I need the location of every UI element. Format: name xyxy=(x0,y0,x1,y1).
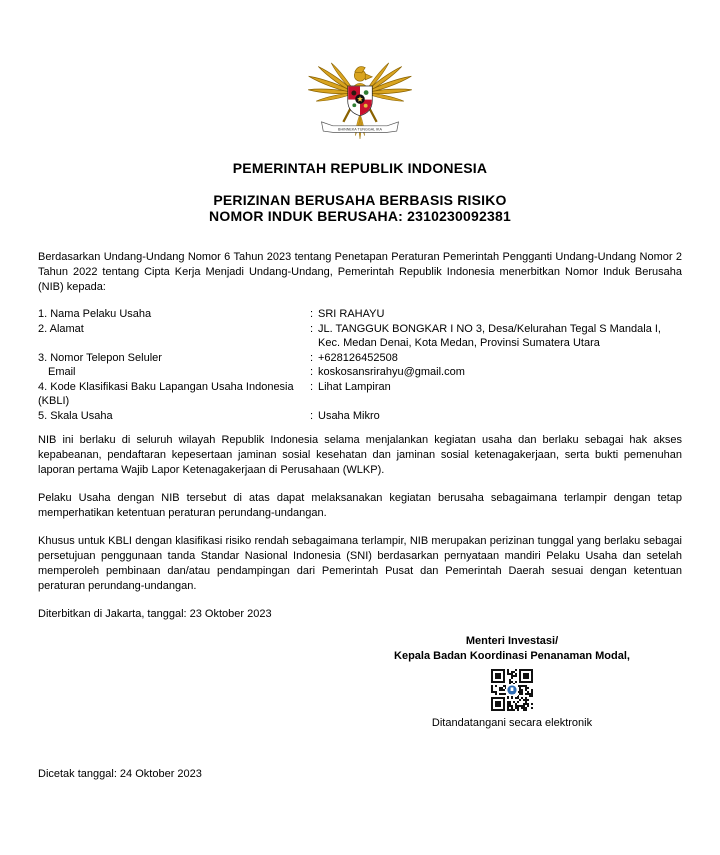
qr-code-signature xyxy=(491,669,533,711)
electronic-signature-note: Ditandatangani secara elektronik xyxy=(431,717,593,729)
field-separator: : xyxy=(310,380,314,393)
business-fields xyxy=(38,307,682,423)
field-value: JL. TANGGUK BONGKAR I NO 3, Desa/Kelurahan Tegal S Mandala I, Kec. Medan Denai, Kota Medan, Provinsi Sumatera Utara xyxy=(318,322,661,349)
field-label: 2. Alamat xyxy=(38,322,84,335)
garuda-pancasila-emblem xyxy=(307,44,413,142)
motto-text: BHINNEKA TUNGGAL IKA xyxy=(338,127,382,132)
issued-line: Diterbitkan di Jakarta, tanggal: 23 Oktober 2023 xyxy=(38,608,272,620)
field-label: 5. Skala Usaha xyxy=(38,409,113,422)
field-separator: : xyxy=(310,409,314,422)
nib-number-line: NOMOR INDUK BERUSAHA: 2310230092381 xyxy=(209,208,511,224)
field-value: koskosansrirahyu@gmail.com xyxy=(318,366,465,378)
field-value: SRI RAHAYU xyxy=(318,308,385,320)
field-row-email xyxy=(38,365,682,380)
field-row-skala-usaha xyxy=(38,409,682,424)
field-label: Email xyxy=(48,366,76,378)
shield-chain-symbol xyxy=(364,104,368,108)
field-separator: : xyxy=(310,322,314,335)
validity-paragraph: NIB ini berlaku di seluruh wilayah Republik Indonesia selama menjalankan kegiatan usaha dan berlaku sebagai hak akses kepabeanan, pendaftaran kepesertaan jaminan sosial kesehatan dan jaminan sosial ketenagakerjaan, serta bukti pemenuhan laporan pertama Wajib Lapor Ketenagakerjaan di Perusahaan (WLKP). xyxy=(38,434,682,476)
field-separator: : xyxy=(310,366,314,378)
shield-rice-cotton-symbol xyxy=(352,103,356,107)
emblem-container xyxy=(38,44,682,142)
pelaku-usaha-paragraph: Pelaku Usaha dengan NIB tersebut di atas dapat melaksanakan kegiatan berusaha sebagaimana terlampir dengan tetap memperhatikan ketentuan peraturan perundang-undangan. xyxy=(38,492,682,519)
shield-bull-symbol xyxy=(351,91,356,96)
government-title: PEMERINTAH REPUBLIK INDONESIA xyxy=(232,160,488,176)
field-row-nama-pelaku-usaha xyxy=(38,307,682,322)
field-row-alamat xyxy=(38,322,682,351)
field-label: 4. Kode Klasifikasi Baku Lapangan Usaha Indonesia (KBLI) xyxy=(38,380,294,407)
field-row-kbli xyxy=(38,380,682,409)
document-title: PERIZINAN BERUSAHA BERBASIS RISIKO xyxy=(213,192,507,208)
signatory-title-line2: Kepala Badan Koordinasi Penanaman Modal, xyxy=(394,650,630,662)
shield-tree-symbol xyxy=(364,90,369,95)
intro-paragraph: Berdasarkan Undang-Undang Nomor 6 Tahun 2023 tentang Penetapan Peraturan Pemerintah Pengganti Undang-Undang Nomor 2 Tahun 2022 tentang Cipta Kerja Menjadi Undang-Undang, Pemerintah Republik Indonesia menerbitkan Nomor Induk Berusaha (NIB) kepada: xyxy=(38,251,682,293)
field-separator: : xyxy=(310,308,314,320)
field-label: 3. Nomor Telepon Seluler xyxy=(38,351,162,364)
document-title-block xyxy=(38,192,682,224)
signature-block xyxy=(342,634,682,731)
field-value: Lihat Lampiran xyxy=(318,380,391,393)
field-row-nomor-telepon xyxy=(38,351,682,366)
field-value: +628126452508 xyxy=(318,351,398,364)
kbli-risiko-paragraph: Khusus untuk KBLI dengan klasifikasi risiko rendah sebagaimana terlampir, NIB merupakan perizinan tunggal yang berlaku sebagai persetujuan penggunaan tanda Standar Nasional Indonesia (SNI) berdasarkan pernyataan mandiri Pelaku Usaha dan setelah memperoleh pembinaan dan/atau pendampingan dari Pemerintah Pusat dan Pemerintah Daerah sesuai dengan ketentuan peraturan perundang-undangan. xyxy=(38,535,682,592)
field-value: Usaha Mikro xyxy=(318,409,380,422)
field-separator: : xyxy=(310,351,314,364)
signatory-title-line1: Menteri Investasi/ xyxy=(465,635,559,647)
field-label: 1. Nama Pelaku Usaha xyxy=(38,308,152,320)
printed-date-line: Dicetak tanggal: 24 Oktober 2023 xyxy=(38,768,202,780)
pancasila-shield xyxy=(348,86,373,116)
